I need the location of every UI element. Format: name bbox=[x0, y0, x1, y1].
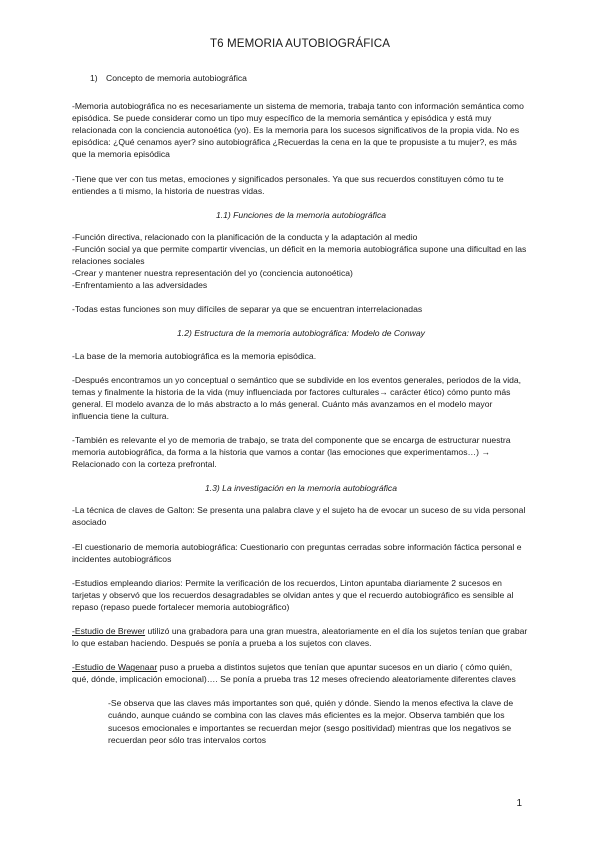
underlined-term: -Estudio de Wagenaar bbox=[72, 662, 158, 673]
paragraph: -También es relevante el yo de memoria de trabajo, se trata del componente que se encarga de estructurar nuestra memoria autobiográfica, da forma a la historia que vamos a contar (las emociones que experimentamos…) → Relacionado con la corteza prefrontal. bbox=[72, 434, 511, 470]
paragraph bbox=[72, 661, 530, 685]
paragraph: -La técnica de claves de Galton: Se presenta una palabra clave y el sujeto ha de evocar un suceso de su vida personal asociado bbox=[72, 505, 526, 528]
paragraph: -Tiene que ver con tus metas, emociones y significados personales. Ya que sus recuerdos constituyen cómo tu te entiendes a ti mismo, la historia de nuestras vidas. bbox=[72, 173, 504, 196]
paragraph: -Memoria autobiográfica no es necesariamente un sistema de memoria, trabaja tanto con información semántica como episódica. Se puede considerar como un tipo muy específico de la memoria semántica y episódica y está muy relacionada con la conciencia autonoética (yo). Es la memoria para los sucesos significativos de la propia vida. No es episódica: ¿Qué cenamos ayer? sino autobiográfica ¿Recuerdas la cena en la que te propusiste a tu mujer?, es más que la memoria episódica bbox=[72, 101, 524, 160]
section-title: Concepto de memoria autobiográfica bbox=[106, 73, 247, 83]
document-title: T6 MEMORIA AUTOBIOGRÁFICA bbox=[209, 37, 391, 50]
section-heading bbox=[72, 72, 530, 84]
list-item: -Función social ya que permite compartir vivencias, un déficit en la memoria autobiográfica supone una dificultad en las relaciones sociales bbox=[72, 243, 527, 267]
section-number: 1) bbox=[90, 73, 98, 83]
underlined-term: -Estudio de Brewer bbox=[72, 626, 146, 636]
subsection-heading: 1.3) La investigación en la memoria autobiográfica bbox=[204, 483, 398, 494]
document-body bbox=[72, 72, 530, 758]
paragraph: -La base de la memoria autobiográfica es la memoria episódica. bbox=[72, 350, 317, 361]
paragraph bbox=[72, 625, 530, 649]
list-item: -Función directiva, relacionado con la planificación de la conducta y la adaptación al medio bbox=[72, 231, 418, 242]
paragraph: -Todas estas funciones son muy difíciles de separar ya que se encuentran interrelacionadas bbox=[72, 304, 423, 315]
list-item: -Enfrentamiento a las adversidades bbox=[72, 280, 208, 291]
paragraph: -Después encontramos un yo conceptual o semántico que se subdivide en los eventos generales, periodos de la vida, temas y finalmente la historia de la vida (muy influenciada por factores culturales→ carácter ético) cómo punto más general. El modelo avanza de lo más abstracto a lo más general. Cuánto más avanzamos en el modelo mayor influencia tiene la cultura. bbox=[72, 374, 522, 421]
paragraph-text: utilizó una grabadora para una gran muestra, aleatoriamente en el día los sujetos tenían que grabar lo que estaban haciendo. Después se ponía a prueba a los sujetos con claves. bbox=[72, 626, 528, 649]
page-number: 1 bbox=[516, 798, 522, 809]
paragraph: -El cuestionario de memoria autobiográfica: Cuestionario con preguntas cerradas sobre información fáctica personal e incidentes autobiográficos bbox=[72, 541, 522, 564]
paragraph-text: puso a prueba a distintos sujetos que tenían que apuntar sucesos en un diario ( cómo quién, qué, dónde, implicación emocional)…. Se ponía a prueba tras 12 meses ofreciendo aleatoriamente diferentes claves bbox=[72, 662, 516, 685]
indented-paragraph: -Se observa que las claves más importantes son qué, quién y dónde. Siendo la menos efectiva la clave de cuándo, aunque cuándo se combina con las claves más eficientes es la mejor. Observa también que los sucesos emocionales e importantes se recuerdan mejor (sesgo positividad) mientras que los negativos se recuerdan peor sólo tras intervalos cortos bbox=[108, 698, 514, 745]
list-item: -Crear y mantener nuestra representación del yo (conciencia autonoética) bbox=[72, 268, 353, 279]
paragraph: -Estudios empleando diarios: Permite la verificación de los recuerdos, Linton apuntaba diariamente 2 sucesos en tarjetas y observó que los recuerdos desagradables se olvidan antes y que el recuerdo autobiográfico es sensible al repaso (repaso puede fortalecer memoria autobiográfico) bbox=[72, 577, 514, 612]
subsection-heading: 1.1) Funciones de la memoria autobiográfica bbox=[215, 209, 387, 220]
subsection-heading: 1.2) Estructura de la memoria autobiográfica: Modelo de Conway bbox=[177, 328, 425, 339]
